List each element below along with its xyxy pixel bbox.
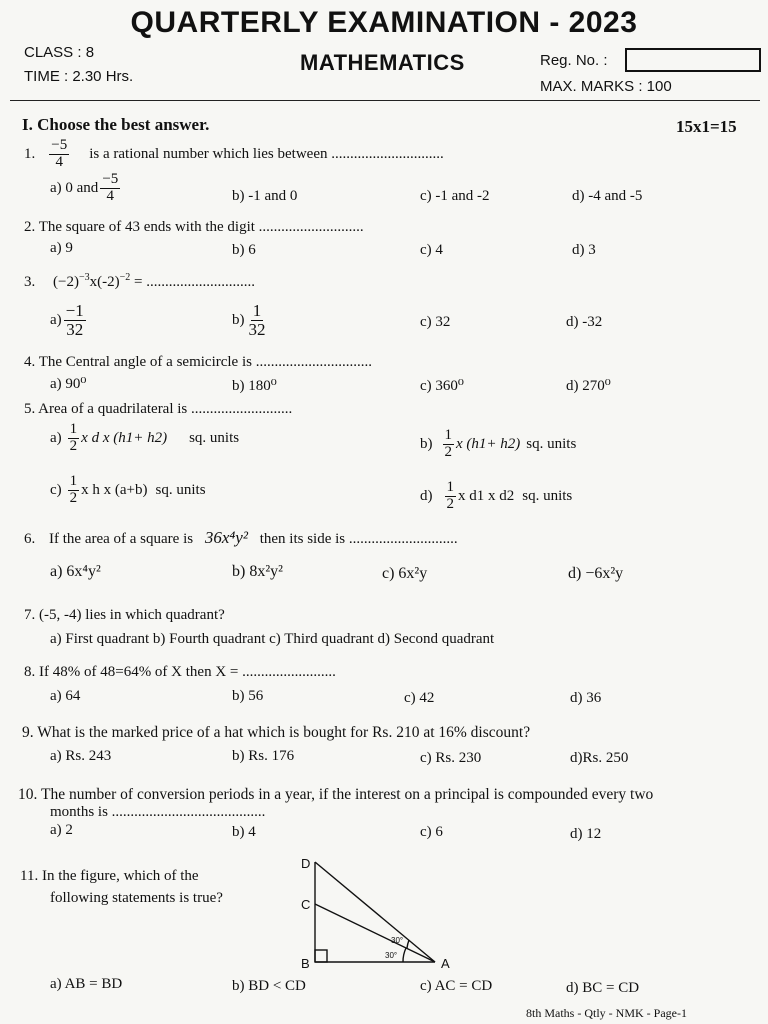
q3-base1: (−2): [53, 274, 79, 290]
figure-label-a: A: [441, 956, 450, 971]
section-title: I. Choose the best answer.: [22, 115, 210, 134]
q5-d-label: d): [420, 487, 433, 504]
q5-d-expr: x d1 x d2: [458, 487, 515, 504]
q8-option-c: c) 42: [404, 690, 435, 706]
q3-b-fraction: [247, 302, 268, 339]
triangle-figure: [285, 852, 465, 972]
q5-a-label: a): [50, 429, 62, 446]
q5-b-expr: x (h1+ h2): [456, 435, 521, 452]
figure-arc-1: [403, 948, 406, 962]
q6-option-b: b) 8x²y²: [232, 563, 283, 580]
q3-b-num: 1: [252, 301, 262, 320]
q5-d-half-den: 2: [446, 495, 454, 512]
q5-c-half: [68, 474, 80, 507]
q5-c-half-num: 1: [69, 473, 78, 489]
q8-option-a: a) 64: [50, 688, 81, 704]
question-9: 9. What is the marked price of a hat which is bought for Rs. 210 at 16% discount?: [22, 724, 531, 741]
q5-b-half-num: 1: [444, 427, 452, 443]
q5-option-a: [50, 422, 239, 455]
q5-c-expr: x h x (a+b): [81, 481, 148, 498]
question-10-line2: months is .........................................: [50, 804, 266, 820]
q5-c-half-den: 2: [69, 489, 78, 506]
question-10-line1: 10. The number of conversion periods in a year, if the interest on a principal is compounded every two: [18, 786, 654, 803]
q5-a-units: sq. units: [189, 429, 240, 446]
q3-tail: = .............................: [133, 274, 255, 290]
q1-option-c: c) -1 and -2: [420, 188, 490, 204]
q1-a-num: −5: [102, 171, 119, 187]
q5-option-d: [420, 480, 572, 513]
q1-fraction-den: 4: [55, 153, 63, 170]
page-footer: 8th Maths - Qtly - NMK - Page-1: [526, 1006, 687, 1020]
question-11-line1: 11. In the figure, which of the: [20, 868, 199, 884]
time-label: TIME : 2.30 Hrs.: [24, 68, 134, 85]
figure-angle-upper: 30°: [391, 936, 404, 945]
q11-option-a: a) AB = BD: [50, 976, 123, 992]
question-4: 4. The Central angle of a semicircle is ...............................: [24, 354, 372, 370]
q3-a-fraction: [64, 302, 86, 339]
q10-option-a: a) 2: [50, 822, 73, 838]
question-1: [24, 138, 444, 171]
q10-option-c: c) 6: [420, 824, 443, 840]
q5-b-label: b): [420, 435, 433, 452]
q9-option-b: b) Rs. 176: [232, 748, 295, 764]
q5-d-units: sq. units: [522, 487, 573, 504]
q3-b-den: 32: [248, 319, 266, 339]
question-6: [24, 528, 458, 548]
q1-option-d: d) -4 and -5: [572, 188, 643, 204]
q3-option-c: c) 32: [420, 314, 451, 330]
figure-angle-lower: 30°: [385, 951, 398, 960]
q1-number: 1.: [24, 145, 36, 162]
reg-no-box[interactable]: [625, 48, 761, 72]
q5-b-units: sq. units: [526, 435, 577, 452]
q5-option-c: [50, 474, 206, 507]
q5-option-b: [420, 428, 576, 461]
subject-title: MATHEMATICS: [300, 50, 465, 75]
q5-a-half-den: 2: [69, 437, 78, 454]
q7-options: a) First quadrant b) Fourth quadrant c) Third quadrant d) Second quadrant: [50, 631, 495, 647]
q2-option-c: c) 4: [420, 242, 443, 258]
q5-a-half: [68, 422, 80, 455]
q1-option-a-fraction: [100, 172, 120, 205]
figure-arc-2: [407, 940, 409, 948]
q5-b-half: [443, 428, 455, 461]
header-divider: [10, 100, 760, 101]
q3-expression: [53, 274, 255, 290]
q11-option-c: c) AC = CD: [420, 978, 493, 994]
q11-option-d: d) BC = CD: [566, 980, 640, 996]
q11-option-b: b) BD < CD: [232, 978, 306, 994]
q5-c-units: sq. units: [155, 481, 206, 498]
q6-text: If the area of a square is: [49, 531, 194, 547]
q2-option-b: b) 6: [232, 242, 256, 258]
q2-option-d: d) 3: [572, 242, 596, 258]
q6-tail: then its side is .............................: [259, 531, 458, 547]
q3-option-b: [232, 302, 270, 339]
q1-option-a-label: a) 0 and: [50, 179, 99, 196]
q6-expression: 36x⁴y²: [204, 528, 248, 547]
q6-option-a: a) 6x⁴y²: [50, 563, 101, 580]
q8-option-b: b) 56: [232, 688, 264, 704]
q2-option-a: a) 9: [50, 240, 73, 256]
q3-exp1: −3: [78, 272, 90, 283]
class-label: CLASS : 8: [24, 44, 95, 61]
q9-option-d: d)Rs. 250: [570, 750, 629, 766]
figure-label-d: D: [301, 856, 311, 871]
q10-option-d: d) 12: [570, 826, 602, 842]
q1-option-b: b) -1 and 0: [232, 188, 298, 204]
q3-a-label: a): [50, 311, 62, 328]
q8-option-d: d) 36: [570, 690, 602, 706]
q6-option-c: c) 6x²y: [382, 565, 428, 582]
q5-a-expr: x d x (h1+ h2): [81, 429, 168, 446]
exam-title: QUARTERLY EXAMINATION - 2023: [130, 6, 638, 39]
q5-d-half-num: 1: [446, 479, 454, 495]
q3-option-d: d) -32: [566, 314, 603, 330]
q5-a-half-num: 1: [69, 421, 78, 437]
q5-d-half: [445, 480, 457, 513]
figure-right-angle: [315, 950, 327, 962]
figure-label-b: B: [301, 956, 310, 971]
question-8: 8. If 48% of 48=64% of X then X = .........................: [24, 664, 336, 680]
q5-b-half-den: 2: [444, 443, 452, 460]
max-marks-label: MAX. MARKS : 100: [540, 78, 672, 95]
q1-a-den: 4: [106, 187, 115, 204]
reg-no-label: Reg. No. :: [540, 52, 608, 69]
q3-exp2: −2: [119, 272, 131, 283]
q6-option-d: d) −6x²y: [568, 565, 624, 582]
q3-option-a: [50, 302, 88, 339]
q10-option-b: b) 4: [232, 824, 256, 840]
q4-option-a: a) 90⁰: [50, 376, 87, 392]
question-3: [24, 272, 255, 291]
q3-mid: x(-2): [89, 274, 120, 290]
q3-a-den: 32: [66, 319, 84, 339]
q3-a-num: −1: [65, 301, 84, 320]
q1-option-a: [50, 172, 122, 205]
q9-option-a: a) Rs. 243: [50, 748, 112, 764]
figure-label-c: C: [301, 897, 311, 912]
question-2: 2. The square of 43 ends with the digit ............................: [24, 219, 364, 235]
q4-option-c: c) 360⁰: [420, 378, 464, 394]
q4-option-d: d) 270⁰: [566, 378, 611, 394]
q5-c-label: c): [50, 481, 62, 498]
q1-text: is a rational number which lies between ..............................: [89, 145, 444, 162]
question-7: 7. (-5, -4) lies in which quadrant?: [24, 607, 225, 623]
q3-b-label: b): [232, 311, 245, 328]
q1-fraction: [49, 138, 69, 171]
q9-option-c: c) Rs. 230: [420, 750, 482, 766]
q6-number: 6.: [24, 531, 36, 547]
section-marks: 15x1=15: [676, 117, 737, 136]
q4-option-b: b) 180⁰: [232, 378, 277, 394]
q1-fraction-num: −5: [51, 137, 68, 153]
question-11-line2: following statements is true?: [50, 890, 223, 906]
q3-number: 3.: [24, 274, 36, 290]
question-5: 5. Area of a quadrilateral is ...........................: [24, 401, 293, 417]
